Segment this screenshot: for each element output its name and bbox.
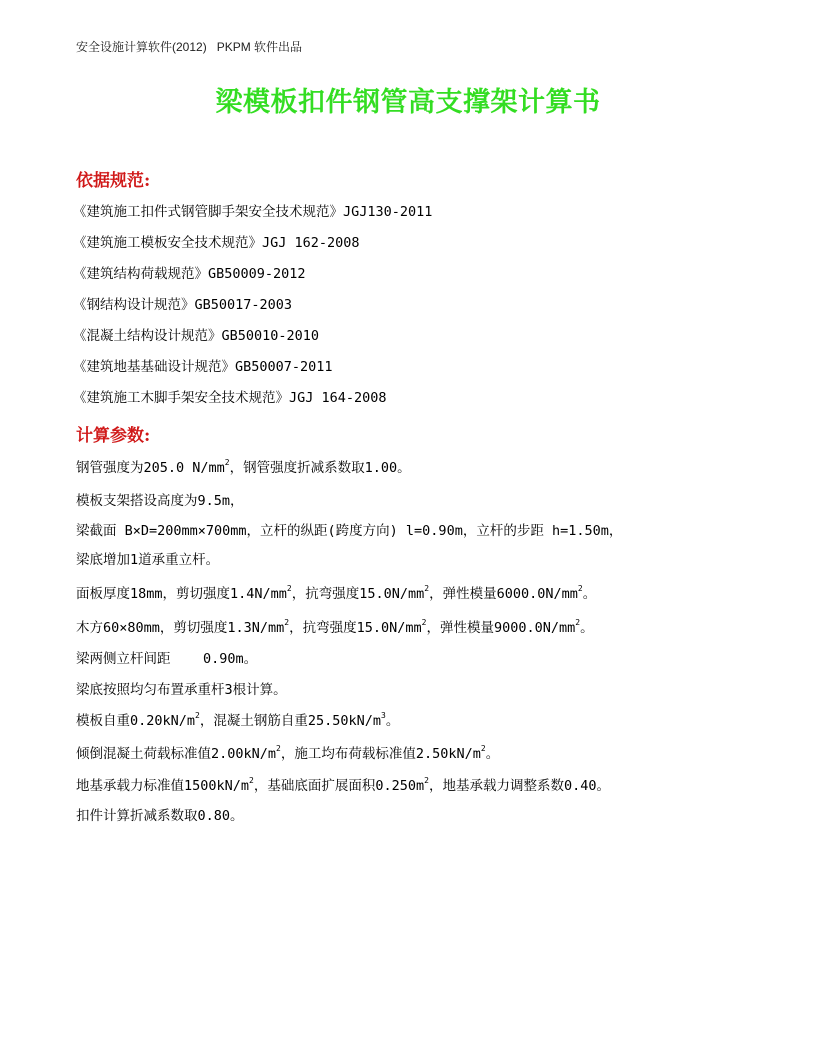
param-bottom-layout: 梁底按照均匀布置承重杆3根计算。 [76,682,287,698]
reference-item: 《建筑施工模板安全技术规范》JGJ 162-2008 [73,235,360,251]
document-title: 梁模板扣件钢管高支撑架计算书 [215,87,601,118]
param-beam-section: 梁截面 B×D=200mm×700mm，立杆的纵距(跨度方向) l=0.90m，立杆的步距 h=1.50m， [76,523,623,539]
section-heading-basis: 依据规范: [76,171,151,191]
header-publisher: PKPM 软件出品 [216,40,303,54]
reference-item: 《建筑结构荷载规范》GB50009-2012 [73,266,306,282]
param-side-spacing: 梁两侧立杆间距 0.90m。 [76,651,258,667]
reference-item: 《混凝土结构设计规范》GB50010-2010 [73,328,320,344]
section-heading-params: 计算参数: [76,426,151,446]
param-self-weight: 模板自重$0.20kN/m^2$，混凝土钢筋自重$25.50kN/m^3$。 [76,711,400,729]
param-timber: 木方60×80mm，剪切强度$1.3N/mm^2$，抗弯强度$15.0N/mm^2$，弹性模量$9000.0N/mm^2$。 [76,618,594,636]
parameter-list [76,457,622,835]
param-coupler-factor: 扣件计算折减系数取0.80。 [76,808,244,824]
page-header [76,38,302,55]
param-panel: 面板厚度18mm，剪切强度$1.4N/mm^2$，抗弯强度$15.0N/mm^2$，弹性模量$6000.0N/mm^2$。 [76,584,597,602]
param-foundation: 地基承载力标准值$1500kN/m^2$，基础底面扩展面积$0.250m^2$，地基承载力调整系数0.40。 [76,776,610,794]
reference-item: 《钢结构设计规范》GB50017-2003 [73,297,293,313]
reference-item: 《建筑施工木脚手架安全技术规范》JGJ 164-2008 [73,390,387,406]
reference-item: 《建筑施工扣件式钢管脚手架安全技术规范》JGJ130-2011 [73,204,433,220]
param-support-height: 模板支架搭设高度为9.5m， [76,493,244,509]
header-software: 安全设施计算软件(2012) [76,40,207,54]
param-loads: 倾倒混凝土荷载标准值$2.00kN/m^2$，施工均布荷载标准值$2.50kN/m^2$。 [76,744,500,762]
reference-item: 《建筑地基基础设计规范》GB50007-2011 [73,359,333,375]
param-steel-strength: 钢管强度为205.0 $N/mm^2$，钢管强度折减系数取1.00。 [76,458,411,476]
reference-list [73,201,432,418]
param-beam-bottom-poles: 梁底增加1道承重立杆。 [76,552,220,568]
